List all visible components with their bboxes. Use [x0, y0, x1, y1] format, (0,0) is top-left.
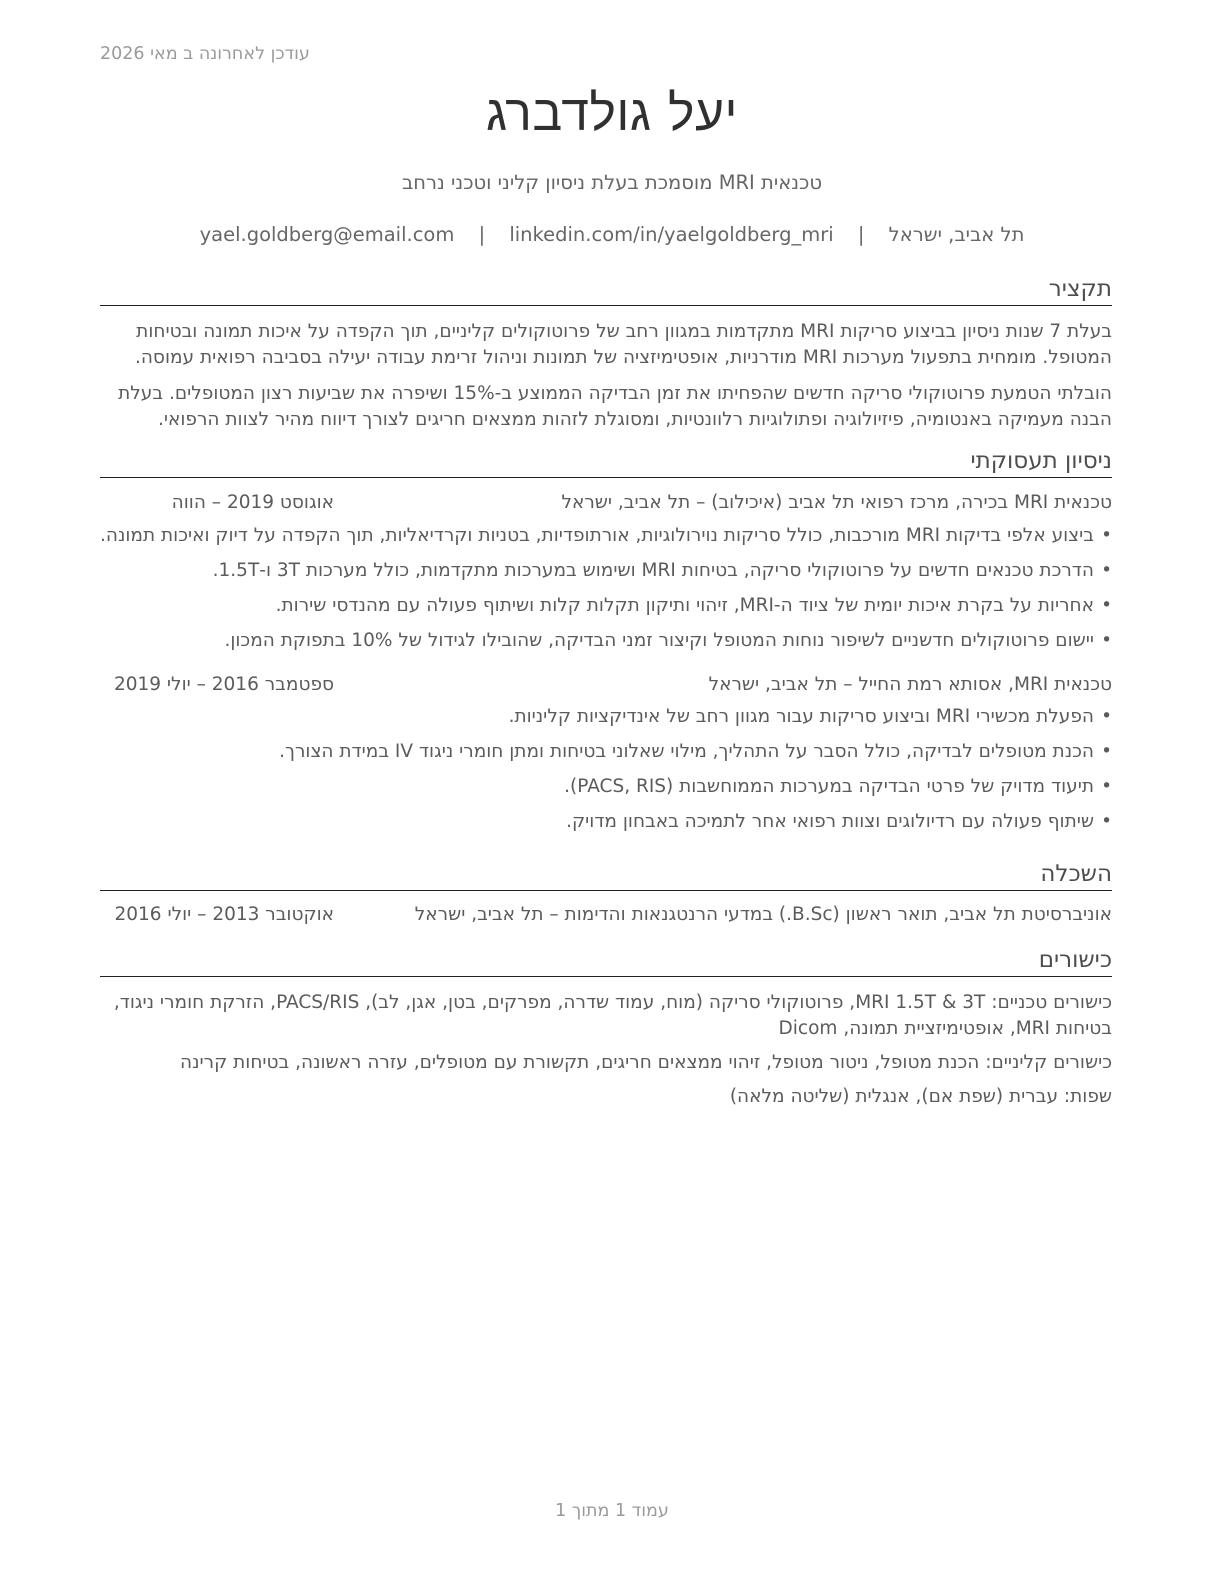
- skills-section: [100, 945, 1112, 1110]
- job-bullet: • הדרכת טכנאים חדשים על פרוטוקולי סריקה, בטיחות MRI ושימוש במערכות מתקדמות, כולל מערכות 3T ו-1.5T.: [100, 558, 1112, 584]
- education-dates: אוקטובר 2013 – יולי 2016: [114, 904, 334, 925]
- summary-section: [100, 274, 1112, 433]
- summary-paragraph: הובלתי הטמעת פרוטוקולי סריקה חדשים שהפחיתו את זמן הבדיקה הממוצע ב-15% ושיפרה את שביעות רצון המטופלים. בעלת הבנה מעמיקה באנטומיה, פיזיולוגיה ופתולוגיות רלוונטיות, ומסוגלת לזהות ממצאים חריגים לצורך דיווח מהיר לצוות הרפואי.: [118, 383, 1112, 430]
- candidate-tagline: טכנאית MRI מוסמכת בעלת ניסיון קליני וטכני נרחב: [402, 171, 822, 194]
- job-dates: אוגוסט 2019 – הווה: [171, 492, 334, 513]
- job-bullet: • שיתוף פעולה עם רדיולוגים וצוות רפואי אחר לתמיכה באבחון מדויק.: [100, 809, 1112, 835]
- contact-linkedin-link[interactable]: linkedin.com/in/yaelgoldberg_mri: [509, 223, 834, 246]
- job-bullet: • ביצוע אלפי בדיקות MRI מורכבות, כולל סריקות נוירולוגיות, אורתופדיות, בטניות וקרדיאליות, תוך הקפדה על דיוק ואיכות תמונה.: [100, 523, 1112, 549]
- skills-heading: כישורים: [100, 945, 1112, 977]
- job-title: טכנאית MRI בכירה, מרכז רפואי תל אביב (איכילוב) – תל אביב, ישראל: [561, 492, 1112, 513]
- job-bullet: • יישום פרוטוקולים חדשניים לשיפור נוחות המטופל וקיצור זמני הבדיקה, שהובילו לגידול של 10% בתפוקת המכון.: [100, 628, 1112, 654]
- skills-line: כישורים קליניים: הכנת מטופל, ניטור מטופל, זיהוי ממצאים חריגים, תקשורת עם מטופלים, עזרה ראשונה, בטיחות קרינה: [180, 1052, 1112, 1073]
- job-header: [100, 492, 1112, 520]
- job-bullet: • אחריות על בקרת איכות יומית של ציוד ה-MRI, זיהוי ותיקון תקלות קלות ושיתוף פעולה עם מהנדסי שירות.: [100, 593, 1112, 619]
- contact-email-link[interactable]: yael.goldberg@email.com: [199, 223, 455, 246]
- job-header: [100, 674, 1112, 702]
- summary-heading: תקציר: [100, 274, 1112, 306]
- skills-line: שפות: עברית (שפת אם), אנגלית (שליטה מלאה): [729, 1086, 1112, 1107]
- contact-separator: |: [857, 223, 865, 246]
- job-title: טכנאית MRI, אסותא רמת החייל – תל אביב, ישראל: [708, 674, 1112, 695]
- education-section: [100, 859, 1112, 932]
- contact-location: תל אביב, ישראל: [888, 223, 1025, 246]
- job-dates: ספטמבר 2016 – יולי 2019: [113, 674, 334, 695]
- contact-line: [100, 223, 1124, 246]
- last-updated-note: עודכן לאחרונה ב מאי 2026: [100, 44, 310, 64]
- contact-separator: |: [478, 223, 486, 246]
- job-bullet: • הפעלת מכשירי MRI וביצוע סריקות עבור מגוון רחב של אינדיקציות קליניות.: [100, 704, 1112, 730]
- page-number: עמוד 1 מתוך 1: [555, 1501, 669, 1521]
- experience-heading: ניסיון תעסוקתי: [100, 446, 1112, 478]
- job-bullet: • תיעוד מדויק של פרטי הבדיקה במערכות הממוחשבות (PACS, RIS).: [100, 774, 1112, 800]
- experience-section: [100, 446, 1112, 844]
- skills-line: כישורים טכניים: MRI 1.5T & 3T, פרוטוקולי סריקה (מוח, עמוד שדרה, מפרקים, בטן, אגן, לב), PACS/RIS, הזרקת חומרי ניגוד, בטיחות MRI, אופטימיזציית תמונה, Dicom: [113, 992, 1112, 1039]
- education-entry: [100, 904, 1112, 932]
- job-bullet: • הכנת מטופלים לבדיקה, כולל הסבר על התהליך, מילוי שאלוני בטיחות ומתן חומרי ניגוד IV במידת הצורך.: [100, 739, 1112, 765]
- education-degree: אוניברסיטת תל אביב, תואר ראשון (B.Sc.) במדעי הרנטגנאות והדימות – תל אביב, ישראל: [414, 904, 1112, 925]
- job-bullets: [100, 523, 1112, 654]
- job-bullets: [100, 704, 1112, 835]
- candidate-name: יעל גולדברג: [485, 84, 739, 142]
- education-heading: השכלה: [100, 859, 1112, 891]
- summary-paragraph: בעלת 7 שנות ניסיון בביצוע סריקות MRI מתקדמות במגוון רחב של פרוטוקולים קליניים, תוך הקפדה על איכות תמונה ובטיחות המטופל. מומחית בתפעול מערכות MRI מודרניות, אופטימיזציה של תמונות וניהול זרימת עבודה יעילה בסביבה רפואית עמוסה.: [134, 321, 1112, 368]
